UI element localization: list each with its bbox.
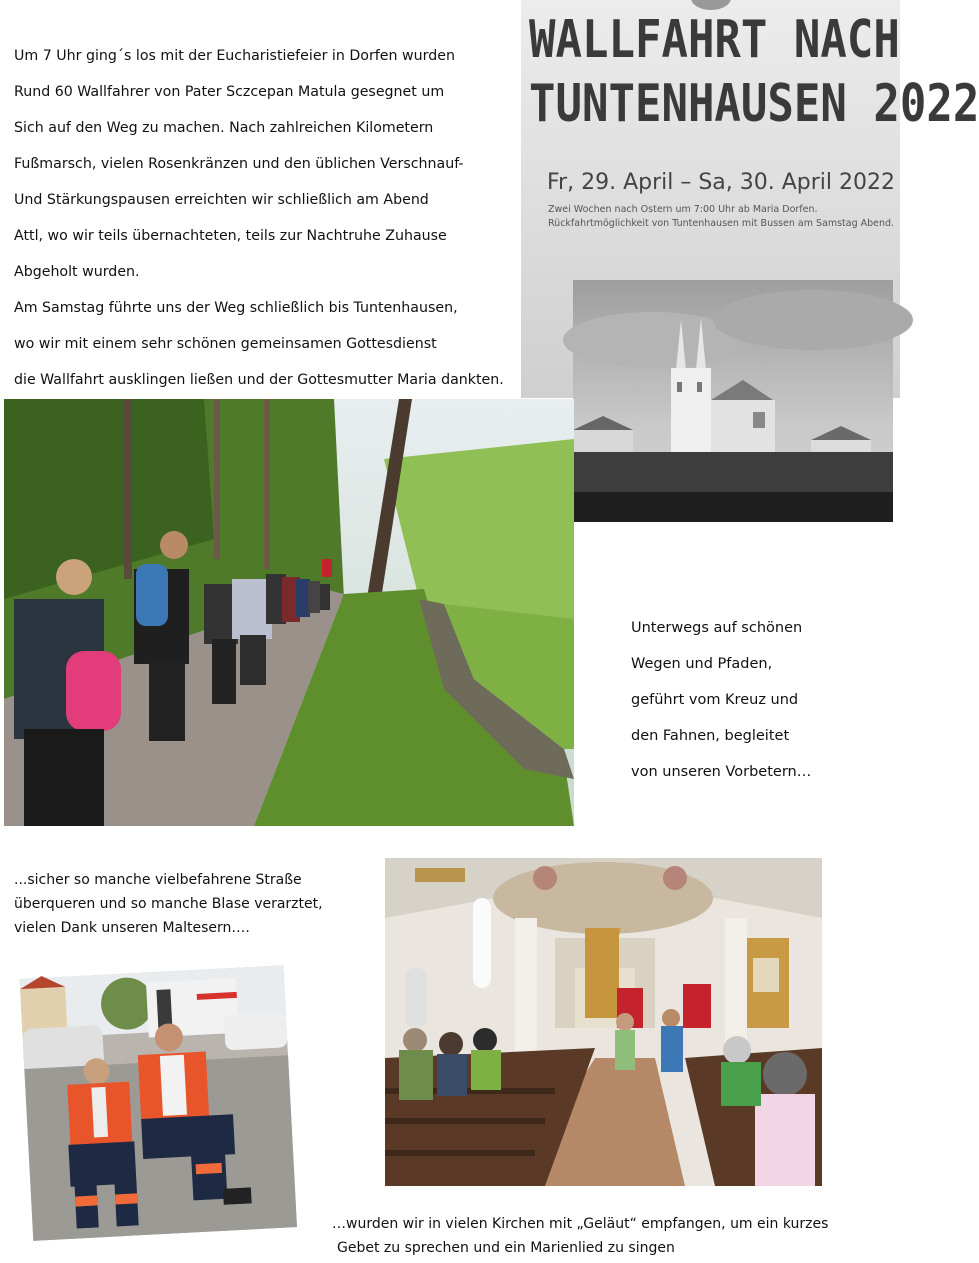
intro-line: Rund 60 Wallfahrer von Pater Sczcepan Matula gesegnet um <box>14 84 445 100</box>
maltese-photo <box>22 952 298 1242</box>
intro-text <box>14 38 524 398</box>
intro-line: Am Samstag führte uns der Weg schließlich bis Tuntenhausen, <box>14 300 458 316</box>
intro-line: Und Stärkungspausen erreichten wir schließlich am Abend <box>14 192 429 208</box>
poster-title-line2: TUNTENHAUSEN 2022 <box>529 74 979 135</box>
intro-line: Sich auf den Weg zu machen. Nach zahlreichen Kilometern <box>14 120 434 136</box>
caption-maltese <box>14 868 323 940</box>
church-interior-photo <box>385 858 822 1186</box>
poster-title-line1: WALLFAHRT NACH <box>529 10 900 71</box>
poster-date: Fr, 29. April – Sa, 30. April 2022 <box>547 170 896 195</box>
poster-note-line1: Zwei Wochen nach Ostern um 7:00 Uhr ab Maria Dorfen. <box>548 204 818 215</box>
caption-church <box>332 1212 828 1260</box>
intro-line: Attl, wo wir teils übernachteten, teils zur Nachtruhe Zuhause <box>14 228 447 244</box>
caption-line: Wegen und Pfaden, <box>631 656 773 672</box>
caption-line: …wurden wir in vielen Kirchen mit „Geläut“ empfangen, um ein kurzes <box>332 1216 829 1232</box>
intro-line: wo wir mit einem sehr schönen gemeinsamen Gottesdienst <box>14 336 437 352</box>
church-photo <box>573 280 893 522</box>
intro-line: Fußmarsch, vielen Rosenkränzen und den üblichen Verschnauf- <box>14 156 464 172</box>
caption-line: vielen Dank unseren Maltesern…. <box>14 920 250 936</box>
caption-line: den Fahnen, begleitet <box>631 728 790 744</box>
caption-path <box>631 610 811 790</box>
hikers-photo <box>4 399 574 826</box>
intro-line: die Wallfahrt ausklingen ließen und der Gottesmutter Maria dankten. <box>14 372 504 388</box>
caption-line: geführt vom Kreuz und <box>631 692 799 708</box>
caption-line: von unseren Vorbetern… <box>631 764 812 780</box>
intro-line: Abgeholt wurden. <box>14 264 140 280</box>
caption-line: überqueren und so manche Blase verarztet, <box>14 896 323 912</box>
caption-line: Gebet zu sprechen und ein Marienlied zu singen <box>337 1240 675 1256</box>
pin-icon <box>691 0 731 10</box>
caption-line: Unterwegs auf schönen <box>631 620 803 636</box>
poster-note-line2: Rückfahrtmöglichkeit von Tuntenhausen mit Bussen am Samstag Abend. <box>548 218 895 229</box>
intro-line: Um 7 Uhr ging´s los mit der Eucharistiefeier in Dorfen wurden <box>14 48 455 64</box>
caption-line: ...sicher so manche vielbefahrene Straße <box>14 872 302 888</box>
